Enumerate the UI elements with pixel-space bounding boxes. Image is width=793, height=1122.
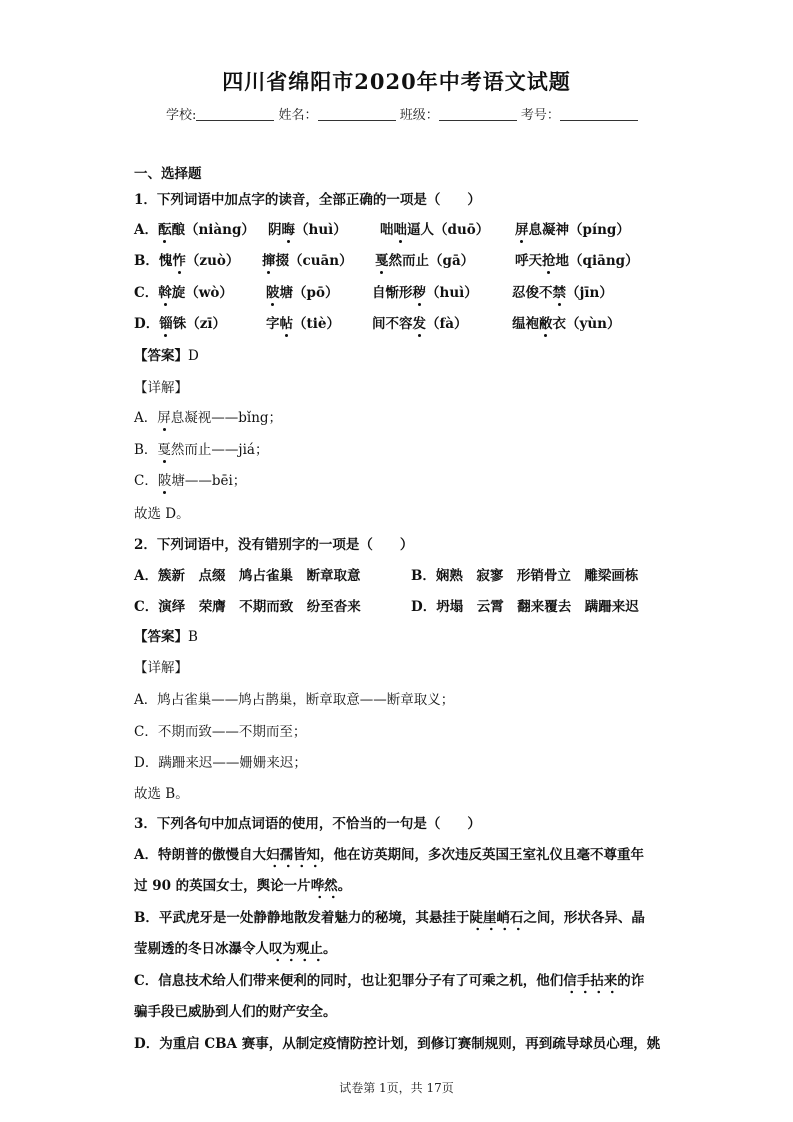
- q3-stem: 3．下列各句中加点词语的使用，不恰当的一句是（ ）: [134, 816, 481, 832]
- q2-detail-d: D．蹒跚来迟——姗姗来迟；: [134, 755, 307, 771]
- name-label: 姓名：: [278, 108, 318, 123]
- q1-detail-a: A．屏息凝视——bǐng；: [134, 410, 283, 426]
- q2-detail-c: C．不期而致——不期而至；: [134, 724, 307, 740]
- q1-option-a-4: 屏息凝神（píng）: [515, 222, 630, 238]
- page-footer: 试卷第 1页，共 17页: [339, 1081, 454, 1095]
- q2-option-d: D．坍塌 云霄 翻来覆去 蹒跚来迟: [411, 599, 639, 615]
- q1-option-c: C．斡旋（wò）: [134, 285, 233, 301]
- q2-option-c: C．演绎 荣膺 不期而致 纷至沓来: [134, 599, 361, 615]
- q1-detail-c: C．陂塘——bēi；: [134, 473, 247, 489]
- q1-option-a: A．酝酿（niàng）: [134, 222, 255, 238]
- q3-line: D．为重启 CBA 赛事，从制定疫情防控计划，到修订赛制规则，再到疏导球员心理，姚: [134, 1036, 661, 1052]
- q1-option-c-4: 忍俊不禁（jīn）: [512, 285, 613, 301]
- q3-line: 莹剔透的冬日冰瀑令人叹为观止。: [134, 940, 337, 958]
- q1-detail-label: 【详解】: [134, 380, 188, 396]
- q3-line: B．平武虎牙是一处静静地散发着魅力的秘境，其悬挂于陡崖峭石之间，形状各异、晶: [134, 909, 645, 927]
- q2-detail-a: A．鸠占雀巢——鸠占鹊巢，断章取意——断章取义；: [134, 692, 455, 708]
- q2-option-b: B．娴熟 寂寥 形销骨立 雕梁画栋: [411, 568, 639, 584]
- q1-answer: 【答案】D: [134, 348, 199, 364]
- school-label: 学校:: [166, 108, 197, 123]
- q1-option-b-3: 戛然而止（gā）: [375, 253, 475, 269]
- q2-answer: 【答案】B: [134, 629, 198, 645]
- q1-detail-b: B．戛然而止——jiá；: [134, 442, 269, 458]
- q1-option-c-2: 陂塘（pō）: [266, 285, 339, 301]
- q1-option-d-3: 间不容发（fà）: [372, 316, 468, 332]
- q3-line: A．特朗普的傲慢自大妇孺皆知，他在访英期间，多次违反英国王室礼仪且毫不尊重年: [134, 846, 644, 864]
- q2-detail-label: 【详解】: [134, 660, 188, 676]
- q1-stem: 1．下列词语中加点字的读音，全部正确的一项是（ ）: [134, 192, 481, 208]
- q3-line: 过 90 的英国女士，舆论一片哗然。: [134, 877, 351, 895]
- q1-option-a-3: 咄咄逼人（duō）: [380, 222, 490, 238]
- student-info-line: [166, 104, 638, 123]
- q3-line: C．信息技术给人们带来便利的同时，也让犯罪分子有了可乘之机，他们信手拈来的诈: [134, 972, 644, 990]
- q2-conclusion: 故选 B。: [134, 786, 189, 802]
- school-blank: [196, 108, 274, 121]
- q1-option-d-2: 字帖（tiè）: [266, 316, 340, 332]
- section-heading: 一、选择题: [134, 166, 202, 182]
- page-title: 四川省绵阳市2020年中考语文试题: [222, 69, 571, 94]
- q1-option-d: D．锱铢（zī）: [134, 316, 227, 332]
- q1-option-c-3: 自惭形秽（huì）: [372, 285, 478, 301]
- q3-line: 骗手段已威胁到人们的财产安全。: [134, 1004, 337, 1020]
- q1-conclusion: 故选 D。: [134, 506, 190, 522]
- class-label: 班级：: [399, 108, 439, 123]
- exam-number-blank: [560, 108, 638, 121]
- q2-option-a: A．簇新 点缀 鸠占雀巢 断章取意: [134, 568, 361, 584]
- q1-option-a-2: 阴晦（huì）: [268, 222, 347, 238]
- name-blank: [318, 108, 396, 121]
- q1-option-b-4: 呼天抢地（qiāng）: [515, 253, 639, 269]
- q2-stem: 2．下列词语中，没有错别字的一项是（ ）: [134, 537, 414, 553]
- q1-option-d-4: 缊袍敝衣（yùn）: [512, 316, 621, 332]
- class-blank: [439, 108, 517, 121]
- q1-option-b: B．愧怍（zuò）: [134, 253, 240, 269]
- exam-number-label: 考号：: [520, 108, 560, 123]
- q1-option-b-2: 撺掇（cuān）: [262, 253, 353, 269]
